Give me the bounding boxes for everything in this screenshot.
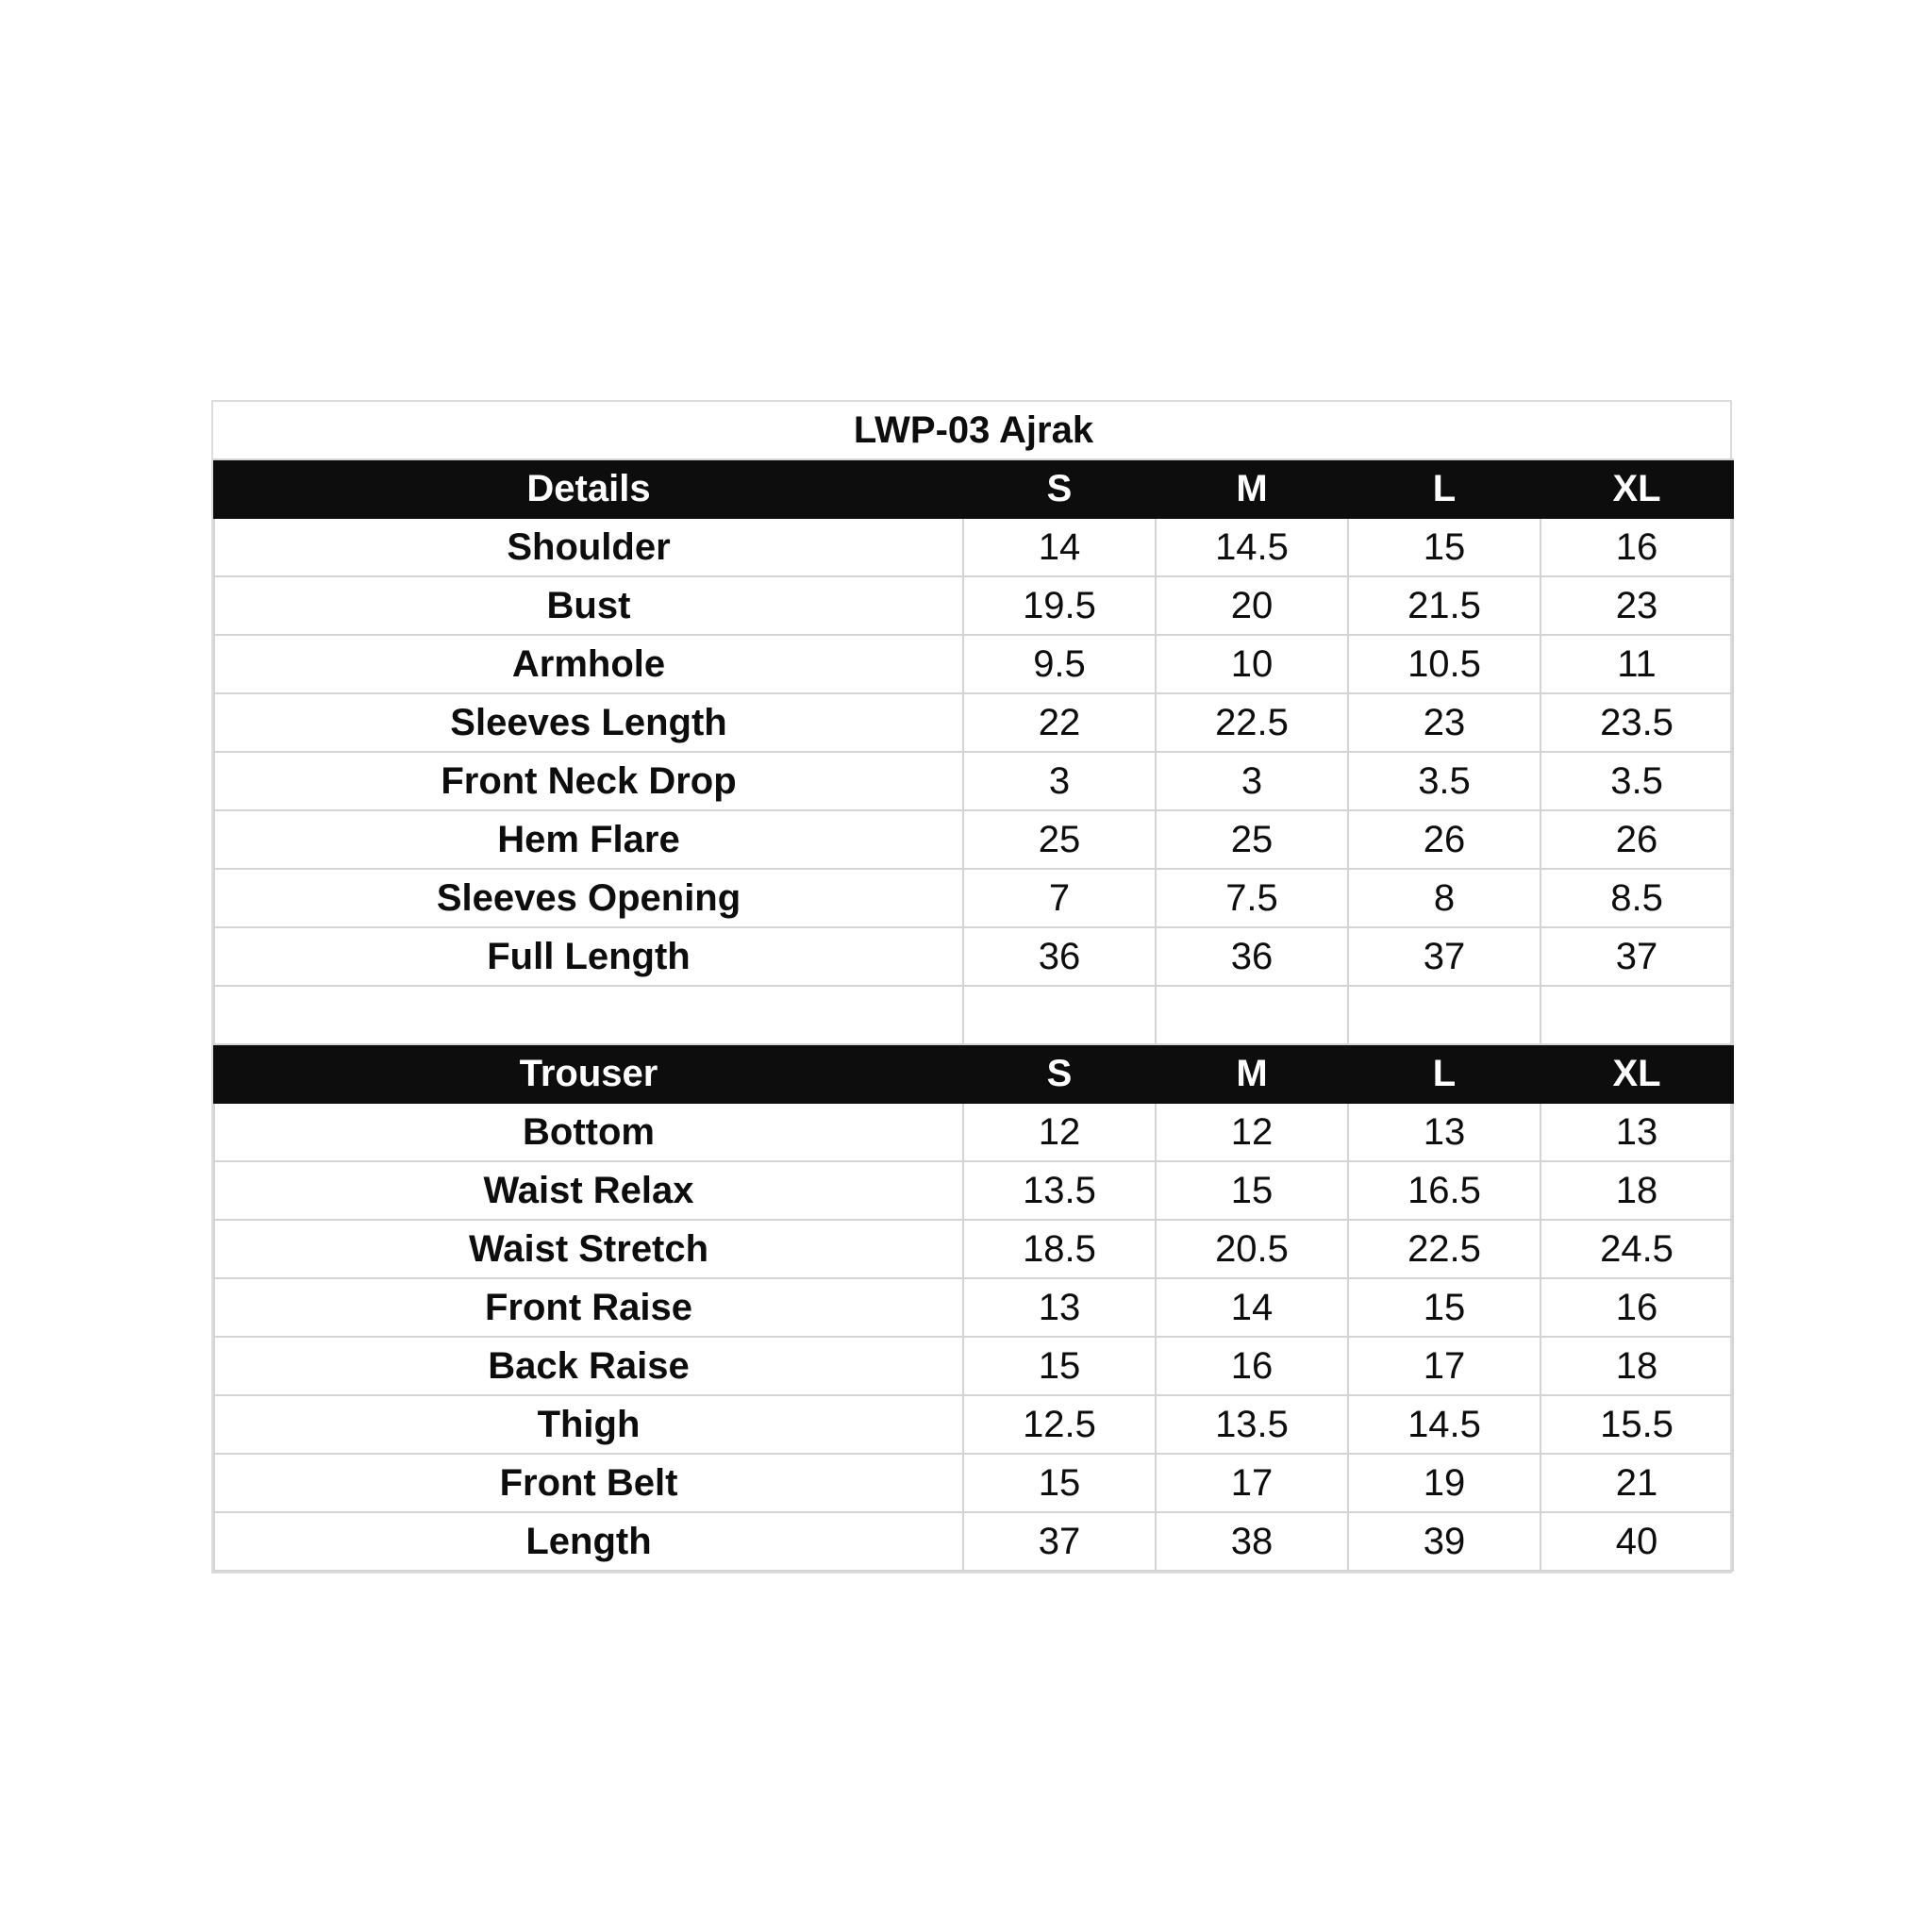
empty-cell xyxy=(1348,986,1541,1044)
measurement-value: 22 xyxy=(963,693,1156,752)
measurement-label: Thigh xyxy=(214,1395,963,1454)
trouser-header-cell: XL xyxy=(1541,1044,1733,1103)
measurement-value: 23 xyxy=(1348,693,1541,752)
measurement-value: 8.5 xyxy=(1541,869,1733,927)
trouser-header-cell: Trouser xyxy=(214,1044,963,1103)
measurement-value: 3 xyxy=(1156,752,1348,810)
measurement-value: 15 xyxy=(1348,518,1541,576)
table-row xyxy=(214,635,1733,693)
trouser-header-cell: S xyxy=(963,1044,1156,1103)
measurement-value: 20 xyxy=(1156,576,1348,635)
measurement-label: Armhole xyxy=(214,635,963,693)
shirt-header-row xyxy=(214,459,1733,518)
measurement-label: Bottom xyxy=(214,1103,963,1161)
empty-cell xyxy=(1156,986,1348,1044)
measurement-value: 16 xyxy=(1541,518,1733,576)
measurement-value: 18.5 xyxy=(963,1220,1156,1278)
measurement-value: 13 xyxy=(963,1278,1156,1337)
measurement-value: 19 xyxy=(1348,1454,1541,1512)
shirt-header-cell: Details xyxy=(214,459,963,518)
measurement-value: 12 xyxy=(1156,1103,1348,1161)
table-row xyxy=(214,1278,1733,1337)
measurement-label: Front Neck Drop xyxy=(214,752,963,810)
measurement-value: 13.5 xyxy=(963,1161,1156,1220)
measurement-value: 14 xyxy=(963,518,1156,576)
chart-title: LWP-03 Ajrak xyxy=(214,402,1733,459)
measurement-value: 37 xyxy=(1541,927,1733,986)
shirt-header-cell: S xyxy=(963,459,1156,518)
empty-cell xyxy=(1541,986,1733,1044)
measurement-value: 8 xyxy=(1348,869,1541,927)
measurement-value: 19.5 xyxy=(963,576,1156,635)
measurement-label: Shoulder xyxy=(214,518,963,576)
measurement-value: 3.5 xyxy=(1348,752,1541,810)
measurement-value: 18 xyxy=(1541,1161,1733,1220)
measurement-value: 15.5 xyxy=(1541,1395,1733,1454)
measurement-label: Bust xyxy=(214,576,963,635)
table-row xyxy=(214,810,1733,869)
measurement-value: 21.5 xyxy=(1348,576,1541,635)
measurement-value: 14.5 xyxy=(1156,518,1348,576)
table-row xyxy=(214,693,1733,752)
measurement-value: 18 xyxy=(1541,1337,1733,1395)
measurement-label: Length xyxy=(214,1512,963,1571)
measurement-label: Waist Relax xyxy=(214,1161,963,1220)
measurement-label: Sleeves Opening xyxy=(214,869,963,927)
measurement-value: 25 xyxy=(963,810,1156,869)
measurement-value: 10.5 xyxy=(1348,635,1541,693)
table-row xyxy=(214,1512,1733,1571)
measurement-value: 23 xyxy=(1541,576,1733,635)
measurement-label: Full Length xyxy=(214,927,963,986)
measurement-value: 7.5 xyxy=(1156,869,1348,927)
measurement-value: 36 xyxy=(963,927,1156,986)
measurement-value: 36 xyxy=(1156,927,1348,986)
measurement-value: 17 xyxy=(1348,1337,1541,1395)
measurement-value: 37 xyxy=(963,1512,1156,1571)
table-row xyxy=(214,1220,1733,1278)
table-row xyxy=(214,869,1733,927)
measurement-value: 24.5 xyxy=(1541,1220,1733,1278)
measurement-label: Hem Flare xyxy=(214,810,963,869)
spacer-row xyxy=(214,986,1733,1044)
measurement-value: 17 xyxy=(1156,1454,1348,1512)
table-row xyxy=(214,1337,1733,1395)
measurement-value: 16.5 xyxy=(1348,1161,1541,1220)
measurement-label: Sleeves Length xyxy=(214,693,963,752)
measurement-value: 13.5 xyxy=(1156,1395,1348,1454)
measurement-value: 7 xyxy=(963,869,1156,927)
measurement-value: 13 xyxy=(1348,1103,1541,1161)
shirt-header-cell: XL xyxy=(1541,459,1733,518)
measurement-value: 20.5 xyxy=(1156,1220,1348,1278)
measurement-value: 13 xyxy=(1541,1103,1733,1161)
measurement-value: 38 xyxy=(1156,1512,1348,1571)
table-row xyxy=(214,1395,1733,1454)
measurement-value: 39 xyxy=(1348,1512,1541,1571)
trouser-header-cell: L xyxy=(1348,1044,1541,1103)
measurement-label: Front Belt xyxy=(214,1454,963,1512)
title-row xyxy=(214,402,1733,459)
measurement-value: 40 xyxy=(1541,1512,1733,1571)
table-row xyxy=(214,927,1733,986)
measurement-value: 16 xyxy=(1156,1337,1348,1395)
measurement-value: 12.5 xyxy=(963,1395,1156,1454)
measurement-value: 15 xyxy=(963,1454,1156,1512)
empty-cell xyxy=(214,986,963,1044)
measurement-value: 14 xyxy=(1156,1278,1348,1337)
measurement-value: 26 xyxy=(1348,810,1541,869)
measurement-label: Front Raise xyxy=(214,1278,963,1337)
shirt-header-cell: L xyxy=(1348,459,1541,518)
size-chart xyxy=(211,400,1732,1574)
shirt-header-cell: M xyxy=(1156,459,1348,518)
measurement-label: Waist Stretch xyxy=(214,1220,963,1278)
size-chart-table xyxy=(213,402,1734,1572)
measurement-value: 21 xyxy=(1541,1454,1733,1512)
measurement-value: 3.5 xyxy=(1541,752,1733,810)
measurement-value: 37 xyxy=(1348,927,1541,986)
measurement-value: 22.5 xyxy=(1348,1220,1541,1278)
measurement-value: 15 xyxy=(963,1337,1156,1395)
measurement-value: 9.5 xyxy=(963,635,1156,693)
measurement-value: 12 xyxy=(963,1103,1156,1161)
table-row xyxy=(214,576,1733,635)
measurement-value: 16 xyxy=(1541,1278,1733,1337)
measurement-value: 15 xyxy=(1348,1278,1541,1337)
measurement-value: 26 xyxy=(1541,810,1733,869)
table-row xyxy=(214,1454,1733,1512)
measurement-value: 15 xyxy=(1156,1161,1348,1220)
empty-cell xyxy=(963,986,1156,1044)
measurement-value: 25 xyxy=(1156,810,1348,869)
table-row xyxy=(214,518,1733,576)
measurement-value: 14.5 xyxy=(1348,1395,1541,1454)
table-row xyxy=(214,1161,1733,1220)
measurement-value: 10 xyxy=(1156,635,1348,693)
table-row xyxy=(214,1103,1733,1161)
measurement-value: 23.5 xyxy=(1541,693,1733,752)
measurement-value: 11 xyxy=(1541,635,1733,693)
trouser-header-cell: M xyxy=(1156,1044,1348,1103)
measurement-label: Back Raise xyxy=(214,1337,963,1395)
table-row xyxy=(214,752,1733,810)
measurement-value: 22.5 xyxy=(1156,693,1348,752)
trouser-header-row xyxy=(214,1044,1733,1103)
measurement-value: 3 xyxy=(963,752,1156,810)
